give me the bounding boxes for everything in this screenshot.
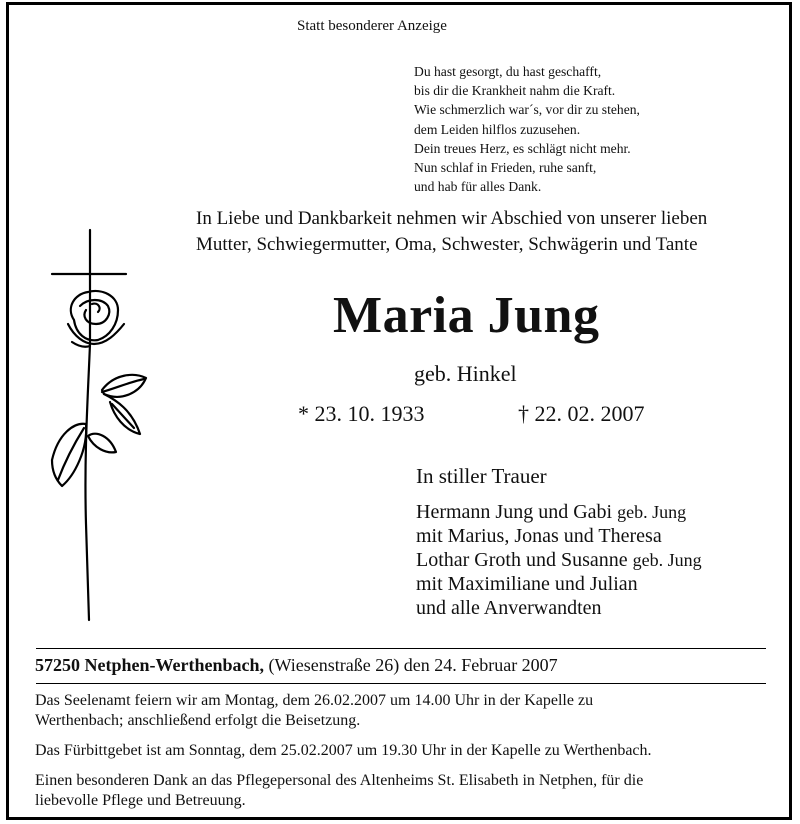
thanks-notice: Einen besonderen Dank an das Pflegepersonal des Altenheims St. Elisabeth in Netphen, für die liebevolle Pflege und Betreuung. bbox=[35, 772, 644, 809]
intro-line: In Liebe und Dankbarkeit nehmen wir Abschied von unserer lieben bbox=[196, 208, 708, 229]
mourner-line: Lothar Groth und Susanne geb. Jung bbox=[416, 549, 702, 571]
poem-line: bis dir die Krankheit nahm die Kraft. bbox=[414, 83, 616, 99]
poem-line: Du hast gesorgt, du hast geschafft, bbox=[414, 64, 602, 79]
divider bbox=[36, 648, 766, 649]
death-date: † 22. 02. 2007 bbox=[518, 401, 645, 426]
maiden-name: geb. Hinkel bbox=[414, 361, 517, 386]
cross-rose-icon bbox=[44, 224, 154, 624]
mourner-line: mit Maximiliane und Julian bbox=[416, 573, 638, 595]
poem-line: Wie schmerzlich war´s, vor dir zu stehen, bbox=[414, 102, 640, 118]
mourners-list bbox=[416, 500, 702, 620]
deceased-name: Maria Jung bbox=[333, 287, 600, 344]
mourning-heading: In stiller Trauer bbox=[416, 464, 547, 488]
poem-line: Nun schlaf in Frieden, ruhe sanft, bbox=[414, 160, 597, 176]
poem-line: Dein treues Herz, es schlägt nicht mehr. bbox=[414, 140, 631, 156]
notice-header: Statt besonderer Anzeige bbox=[297, 18, 447, 34]
funeral-notice: Das Seelenamt feiern wir am Montag, dem 26.02.2007 um 14.00 Uhr in der Kapelle zu Werthenbach; anschließend erfolgt die Beisetzung. bbox=[35, 692, 594, 729]
poem-line: und hab für alles Dank. bbox=[414, 179, 542, 195]
place-date bbox=[35, 655, 558, 676]
poem-line: dem Leiden hilflos zuzusehen. bbox=[414, 121, 581, 137]
mourner-line: mit Marius, Jonas und Theresa bbox=[416, 525, 662, 547]
place-address-date: (Wiesenstraße 26) den 24. Februar 2007 bbox=[268, 655, 558, 675]
intro-text bbox=[196, 206, 707, 258]
divider bbox=[36, 683, 766, 684]
intro-line: Mutter, Schwiegermutter, Oma, Schwester, Schwägerin und Tante bbox=[196, 234, 698, 255]
poem bbox=[414, 62, 640, 196]
birth-date: * 23. 10. 1933 bbox=[298, 401, 425, 426]
mourner-line: und alle Anverwandten bbox=[416, 597, 602, 619]
place-town: 57250 Netphen-Werthenbach, bbox=[35, 655, 264, 675]
mourner-line: Hermann Jung und Gabi geb. Jung bbox=[416, 501, 687, 523]
prayer-notice: Das Fürbittgebet ist am Sonntag, dem 25.02.2007 um 19.30 Uhr in der Kapelle zu Werthenbach. bbox=[35, 742, 652, 759]
